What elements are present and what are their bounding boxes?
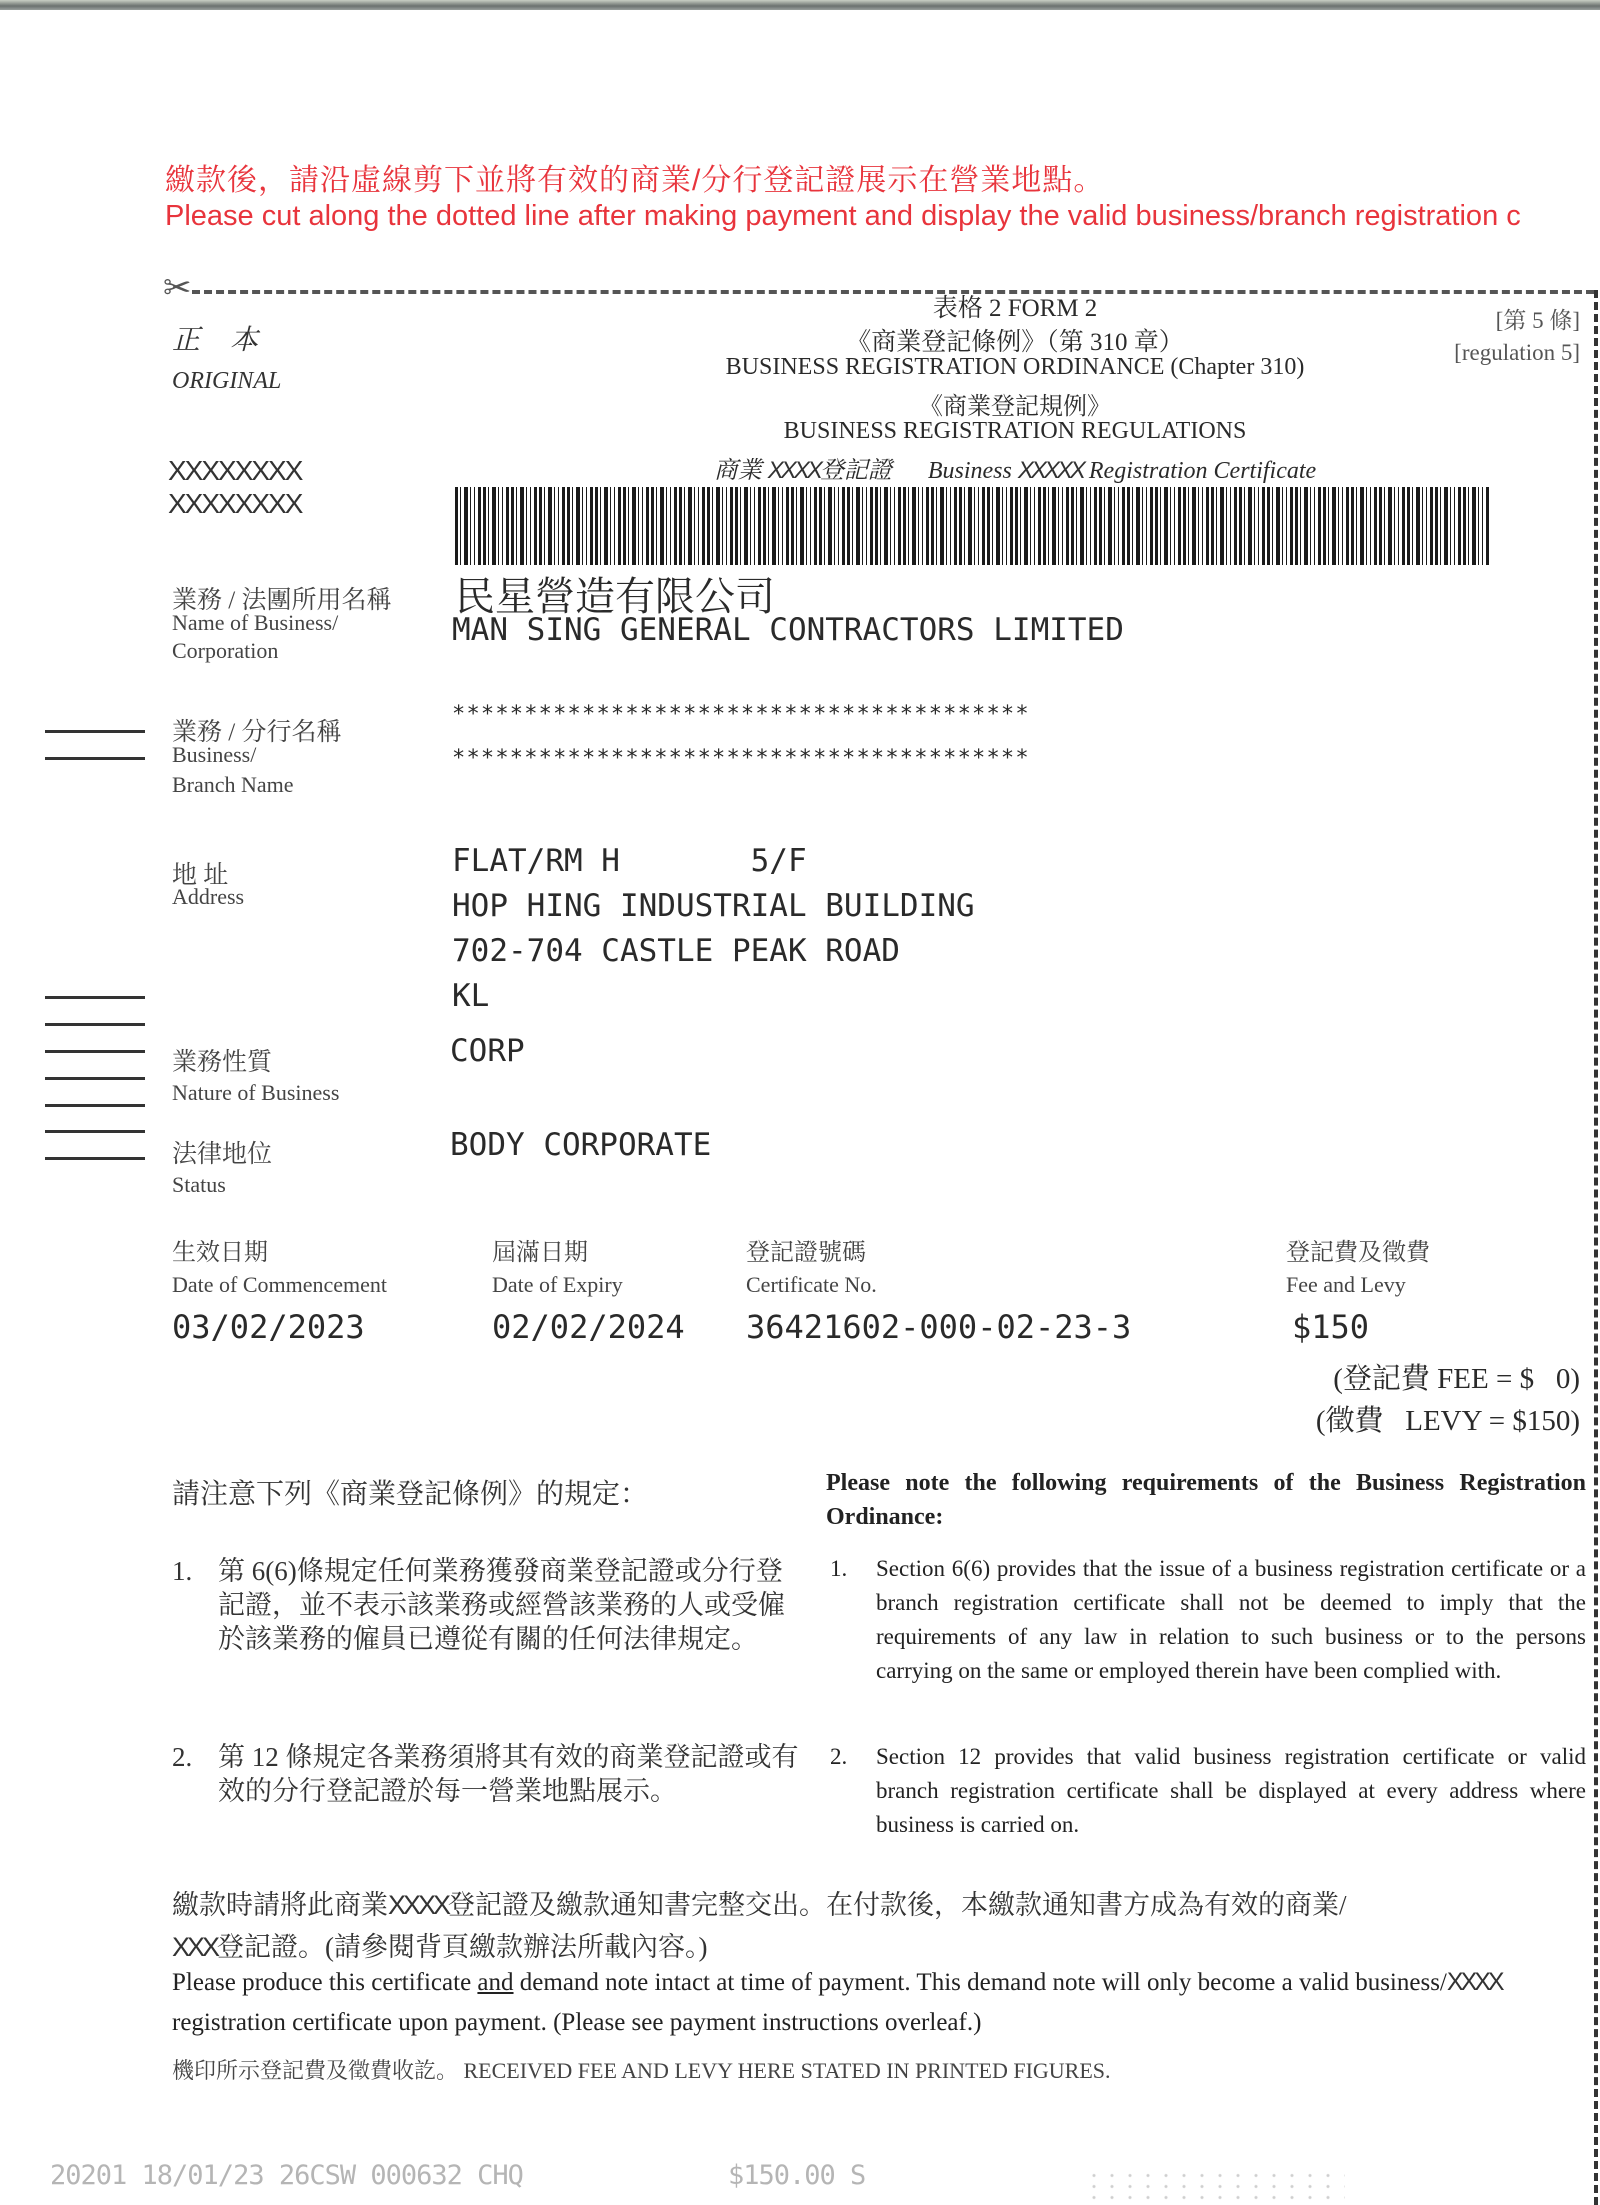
note-en-1 <box>830 1552 1586 1688</box>
business-name-zh: 民星營造有限公司 <box>455 574 775 620</box>
margin-mark <box>45 996 145 999</box>
faint-signature <box>1085 2170 1345 2200</box>
commencement-date: 03/02/2023 <box>172 1308 365 1346</box>
payment-en-part: demand note intact at time of payment. This demand note will only become a valid business/ <box>513 1969 1447 1996</box>
received-statement: 機印所示登記費及徵費收訖。 RECEIVED FEE AND LEVY HERE STATED IN PRINTED FIGURES. <box>172 2058 1111 2083</box>
status-label-zh: 法律地位 <box>172 1141 273 1168</box>
address-label-en: Address <box>172 884 245 909</box>
list-number: 2. <box>830 1744 848 1769</box>
payment-notice-en <box>172 1962 1592 2043</box>
regulations-en: BUSINESS REGISTRATION REGULATIONS <box>783 418 1247 444</box>
payment-stamp: 20201 18/01/23 26CSW 000632 CHQ <box>50 2160 523 2191</box>
expiry-label-en: Date of Expiry <box>492 1272 623 1297</box>
branch-label-en-2: Branch Name <box>172 772 294 797</box>
margin-mark <box>45 1104 145 1107</box>
business-name-en: MAN SING GENERAL CONTRACTORS LIMITED <box>452 612 1124 648</box>
address-line-2: HOP HING INDUSTRIAL BUILDING <box>452 888 975 924</box>
list-number: 1. <box>830 1556 848 1581</box>
certificate-number: 36421602-000-02-23-3 <box>746 1308 1132 1346</box>
address-line-3: 702-704 CASTLE PEAK ROAD <box>452 933 900 969</box>
payment-en-part: registration certificate upon payment. (Please see payment instructions overleaf.) <box>172 2009 982 2036</box>
form-number: 表格 2 FORM 2 <box>932 295 1098 322</box>
note-en-2 <box>830 1740 1586 1842</box>
nature-value: CORP <box>450 1033 525 1069</box>
struck-text: XXXX <box>388 1890 449 1920</box>
address-line-4: KL <box>452 978 490 1014</box>
regulations-zh: 《商業登記規例》 <box>919 394 1111 420</box>
notes-title-zh: 請注意下列《商業登記條例》的規定： <box>172 1479 649 1510</box>
struck-text: XXXX <box>767 457 820 484</box>
name-label-en-2: Corporation <box>172 638 279 663</box>
struck-code-1: XXXXXXXX <box>168 455 302 486</box>
margin-mark <box>45 1050 145 1053</box>
address-line-1: FLAT/RM H 5/F <box>452 843 807 879</box>
cert-title-zh-suffix: 登記證 <box>819 458 892 484</box>
status-value: BODY CORPORATE <box>450 1127 712 1163</box>
cut-line-right <box>1594 290 1598 2205</box>
levy-line: (徵費 LEVY = $150) <box>1315 1405 1580 1437</box>
status-label-en: Status <box>172 1172 226 1197</box>
struck-code-2: XXXXXXXX <box>168 488 302 519</box>
payment-zh-part: 繳款時請將此商業 <box>172 1890 388 1920</box>
regulation-ref-zh: [第 5 條] <box>1495 308 1580 333</box>
margin-mark <box>45 730 145 733</box>
fee-label-zh: 登記費及徵費 <box>1286 1240 1430 1266</box>
note-zh-2 <box>172 1740 802 1808</box>
certificate-label-zh: 登記證號碼 <box>746 1240 866 1266</box>
note-text: 第 12 條規定各業務須將其有效的商業登記證或有效的分行登記證於每一營業地點展示。 <box>218 1742 799 1806</box>
name-label-en-1: Name of Business/ <box>172 610 339 635</box>
margin-mark <box>45 1023 145 1026</box>
struck-text: XXXXX <box>1017 457 1083 484</box>
struck-text: XXX <box>172 1932 218 1962</box>
original-label-en: ORIGINAL <box>172 368 282 394</box>
margin-mark <box>45 1130 145 1133</box>
payment-zh-part: 登記證。(請參閱背頁繳款辦法所載內容。) <box>217 1932 708 1962</box>
fee-line: (登記費 FEE = $ 0) <box>1333 1363 1580 1395</box>
payment-zh-part: 登記證及繳款通知書完整交出。在付款後，本繳款通知書方成為有效的商業/ <box>448 1890 1347 1920</box>
margin-mark <box>45 1157 145 1160</box>
original-label-zh: 正本 <box>172 325 289 356</box>
commencement-label-en: Date of Commencement <box>172 1272 388 1297</box>
cert-title-en-suffix: Registration Certificate <box>1082 458 1317 484</box>
notice-en: Please cut along the dotted line after making payment and display the valid business/branch registration c <box>165 200 1521 232</box>
branch-label-zh: 業務 / 分行名稱 <box>172 719 342 746</box>
cert-title-zh-prefix: 商業 <box>713 458 768 484</box>
branch-name-1: **************************************** <box>452 702 1030 727</box>
list-number: 2. <box>172 1742 193 1772</box>
fee-label-en: Fee and Levy <box>1286 1272 1406 1297</box>
branch-label-en-1: Business/ <box>172 742 257 767</box>
expiry-date: 02/02/2024 <box>492 1308 685 1346</box>
regulation-ref-en: [regulation 5] <box>1454 340 1580 365</box>
struck-text: XXXX <box>1446 1968 1502 1996</box>
name-label-zh: 業務 / 法團所用名稱 <box>172 587 392 614</box>
note-zh-1 <box>172 1554 802 1656</box>
expiry-label-zh: 屆滿日期 <box>492 1240 588 1266</box>
payment-en-part: Please produce this certificate <box>172 1969 478 1996</box>
payment-stamp-amount: $150.00 S <box>728 2160 866 2191</box>
underlined-word: and <box>477 1969 514 1996</box>
branch-name-2: **************************************** <box>452 746 1030 771</box>
barcode <box>455 487 1490 565</box>
ordinance-zh: 《商業登記條例》（第 310 章） <box>846 329 1184 356</box>
nature-label-en: Nature of Business <box>172 1080 340 1105</box>
nature-label-zh: 業務性質 <box>172 1049 273 1076</box>
scissors-icon: ✂ <box>163 268 192 308</box>
certificate-title <box>600 450 1430 485</box>
list-number: 1. <box>172 1556 193 1586</box>
note-text: Section 12 provides that valid business registration certificate or valid branch registration certificate shall be displayed at every address where business is carried on. <box>876 1744 1586 1837</box>
notice-zh: 繳款後，請沿虛線剪下並將有效的商業/分行登記證展示在營業地點。 <box>165 164 1105 197</box>
notes-title-en: Please note the following requirements of the Business Registration Ordinance: <box>826 1470 1586 1530</box>
margin-mark <box>45 757 145 760</box>
note-text: Section 6(6) provides that the issue of a business registration certificate or a branch registration certificate shall not be deemed to imply that the requirements of any law in relation to such business or to the persons carrying on the same or employed therein have been complied with. <box>876 1556 1586 1683</box>
fee-total: $150 <box>1292 1308 1370 1346</box>
payment-notice-zh <box>172 1884 1582 1968</box>
margin-mark <box>45 1077 145 1080</box>
note-text: 第 6(6)條規定任何業務獲發商業登記證或分行登記證，並不表示該業務或經營該業務的人或受僱於該業務的僱員已遵從有關的任何法律規定。 <box>218 1556 785 1654</box>
commencement-label-zh: 生效日期 <box>172 1240 268 1266</box>
ordinance-en: BUSINESS REGISTRATION ORDINANCE (Chapter 310) <box>725 354 1305 380</box>
certificate-label-en: Certificate No. <box>746 1272 877 1297</box>
scan-edge <box>0 0 1600 10</box>
address-label-zh: 地 址 <box>172 862 229 889</box>
cert-title-en-prefix: Business <box>927 458 1018 484</box>
